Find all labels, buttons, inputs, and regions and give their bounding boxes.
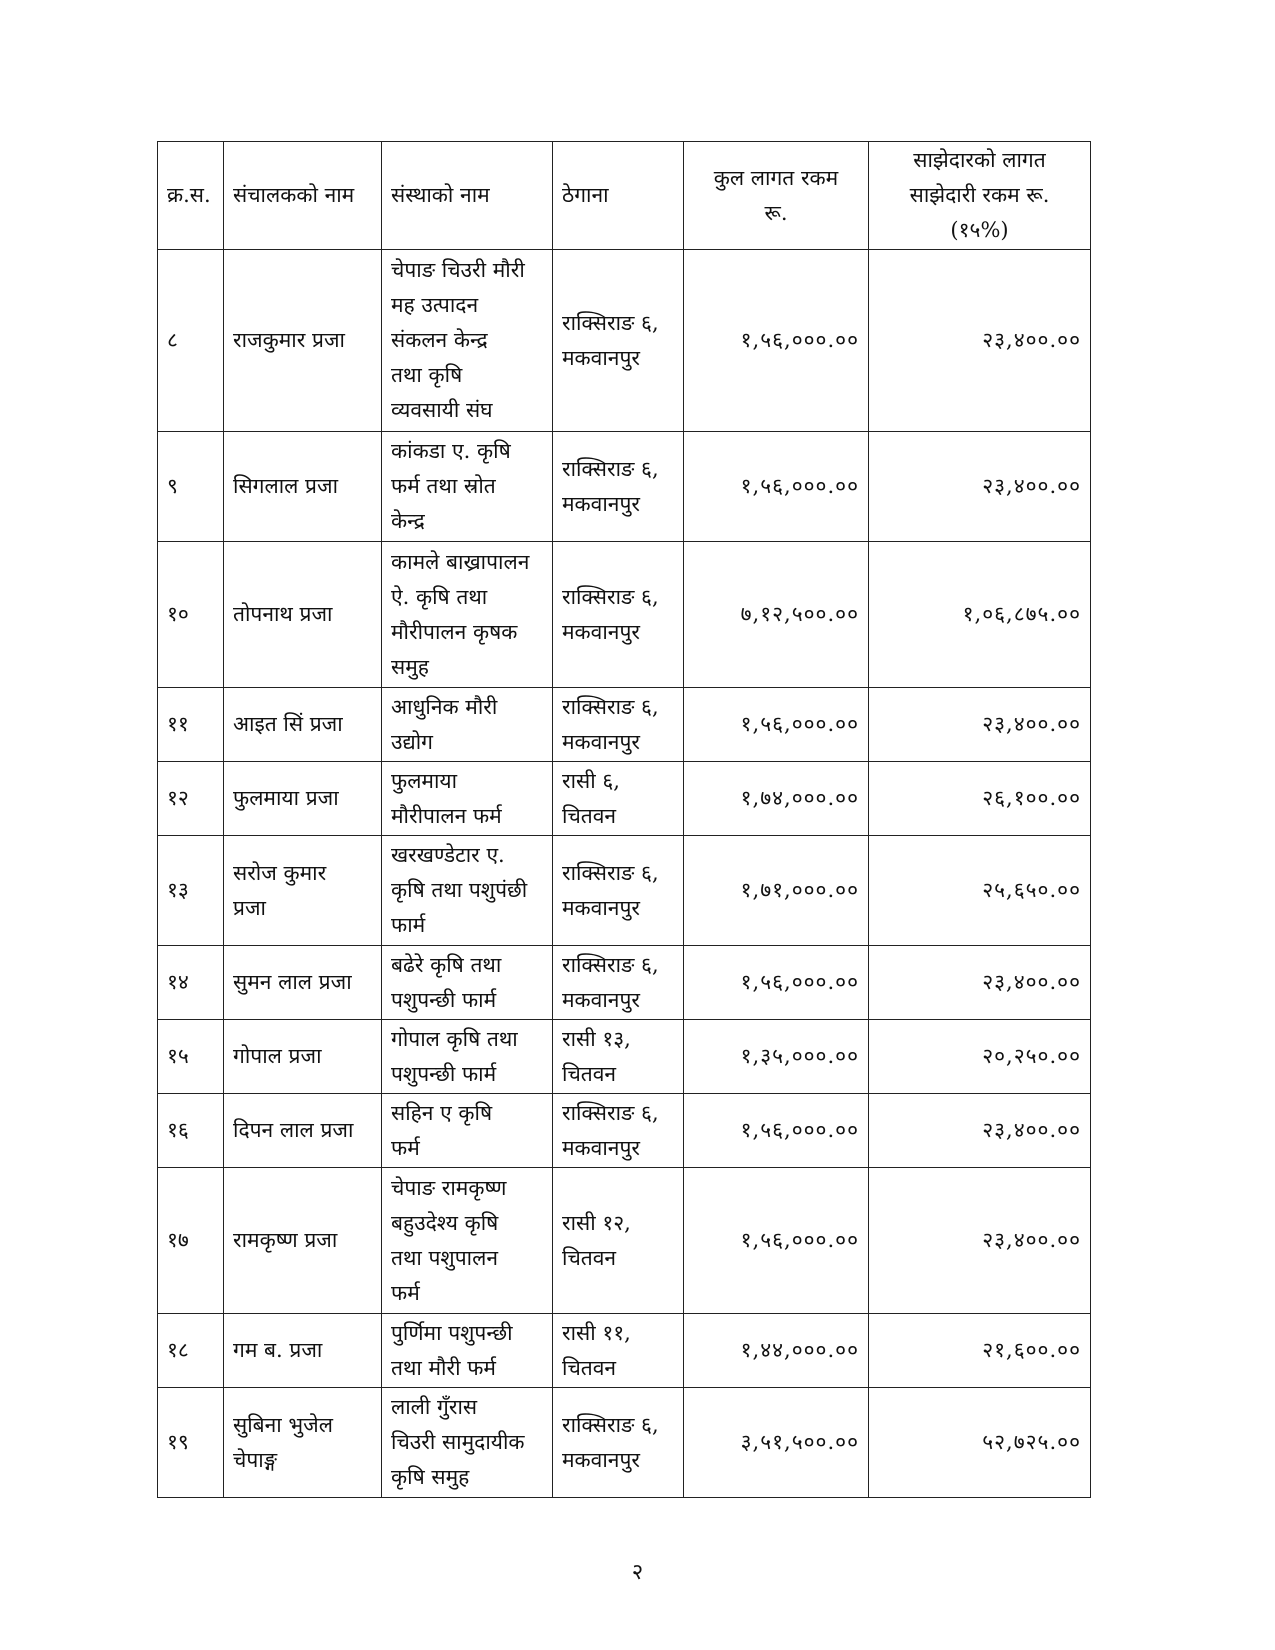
- cell-address-line: मकवानपुर: [562, 345, 640, 370]
- cell-organization-name-line: फार्म: [391, 913, 426, 937]
- cell-operator-name: [224, 432, 382, 542]
- partner-cost-table: [157, 141, 1091, 1498]
- cell-operator-name-line: चेपाङ्ग: [233, 1447, 277, 1472]
- cell-address-line: राक्सिराङ ६,: [562, 952, 659, 977]
- cell-serial-number: १५: [158, 1020, 224, 1094]
- cell-total-cost: १,५६,०००.००: [684, 1168, 869, 1314]
- cell-address-line: मकवानपुर: [562, 1135, 640, 1160]
- table-row: [158, 250, 1091, 432]
- cell-serial-number: ९: [158, 432, 224, 542]
- cell-address-line: चितवन: [562, 1355, 617, 1380]
- cell-address-line: राक्सिराङ ६,: [562, 694, 659, 719]
- table-row: [158, 432, 1091, 542]
- cell-organization-name: [382, 1314, 553, 1388]
- cell-organization-name-line: लाली गुँरास: [391, 1395, 478, 1419]
- cell-address: [553, 946, 684, 1020]
- cell-partner-share: २५,६५०.००: [869, 836, 1091, 946]
- cell-organization-name-line: व्यवसायी संघ: [391, 398, 493, 422]
- cell-address-line: राक्सिराङ ६,: [562, 310, 659, 335]
- cell-partner-share: २३,४००.००: [869, 1168, 1091, 1314]
- cell-organization-name-line: तथा कृषि: [391, 363, 463, 387]
- header-partner-share: [869, 142, 1091, 250]
- cell-serial-number: १३: [158, 836, 224, 946]
- cell-operator-name-line: तोपनाथ प्रजा: [233, 602, 333, 626]
- cell-operator-name: [224, 1314, 382, 1388]
- cell-total-cost: ७,१२,५००.००: [684, 542, 869, 688]
- cell-operator-name: [224, 762, 382, 836]
- cell-organization-name-line: कृषि तथा पशुपंछी: [391, 878, 528, 902]
- cell-total-cost: १,७१,०००.००: [684, 836, 869, 946]
- cell-address: [553, 1314, 684, 1388]
- cell-operator-name: [224, 1094, 382, 1168]
- cell-address: [553, 1020, 684, 1094]
- cell-operator-name-line: राजकुमार प्रजा: [233, 328, 345, 352]
- cell-partner-share: १,०६,८७५.००: [869, 542, 1091, 688]
- cell-organization-name-line: फर्म तथा स्रोत: [391, 474, 496, 498]
- cell-partner-share: २१,६००.००: [869, 1314, 1091, 1388]
- header-total-cost-line: कुल लागत रकम: [713, 165, 839, 190]
- cell-address-line: मकवानपुर: [562, 491, 640, 516]
- cell-organization-name: [382, 250, 553, 432]
- cell-organization-name-line: बढेरे कृषि तथा: [391, 952, 502, 977]
- cell-operator-name: [224, 946, 382, 1020]
- cell-serial-number: १९: [158, 1388, 224, 1498]
- cell-organization-name: [382, 432, 553, 542]
- cell-partner-share: २३,४००.००: [869, 250, 1091, 432]
- cell-operator-name: [224, 688, 382, 762]
- table-row: [158, 762, 1091, 836]
- cell-operator-name-line: सिगलाल प्रजा: [233, 474, 339, 498]
- cell-organization-name: [382, 1094, 553, 1168]
- cell-organization-name-line: मौरीपालन फर्म: [391, 803, 502, 828]
- cell-organization-name-line: केन्द्र: [391, 509, 425, 533]
- table-row: [158, 1020, 1091, 1094]
- cell-address-line: राक्सिराङ ६,: [562, 1100, 659, 1125]
- cell-partner-share: २०,२५०.००: [869, 1020, 1091, 1094]
- header-operator-name: संचालकको नाम: [224, 142, 382, 250]
- cell-organization-name-line: आधुनिक मौरी: [391, 694, 498, 719]
- cell-address-line: चितवन: [562, 803, 617, 828]
- cell-address-line: रासी ११,: [562, 1320, 631, 1345]
- cell-organization-name-line: उद्योग: [391, 729, 433, 754]
- cell-address-line: चितवन: [562, 1245, 617, 1270]
- cell-organization-name-line: सहिन ए कृषि: [391, 1100, 493, 1125]
- cell-operator-name: [224, 836, 382, 946]
- cell-address-line: राक्सिराङ ६,: [562, 584, 659, 609]
- cell-operator-name-line: प्रजा: [233, 895, 266, 920]
- cell-total-cost: ३,५१,५००.००: [684, 1388, 869, 1498]
- cell-organization-name-line: फर्म: [391, 1280, 420, 1305]
- table-row: [158, 1168, 1091, 1314]
- header-organization-name: संस्थाको नाम: [382, 142, 553, 250]
- cell-organization-name-line: फुलमाया: [391, 768, 458, 793]
- cell-total-cost: १,७४,०००.००: [684, 762, 869, 836]
- table-row: [158, 542, 1091, 688]
- cell-organization-name-line: गोपाल कृषि तथा: [391, 1026, 518, 1051]
- cell-partner-share: २३,४००.००: [869, 432, 1091, 542]
- header-partner-share-line: साझेदारको लागत: [913, 148, 1046, 172]
- cell-organization-name-line: मौरीपालन कृषक: [391, 619, 518, 644]
- cell-serial-number: १०: [158, 542, 224, 688]
- header-address: ठेगाना: [553, 142, 684, 250]
- cell-partner-share: २६,१००.००: [869, 762, 1091, 836]
- cell-organization-name-line: पशुपन्छी फार्म: [391, 1061, 497, 1086]
- table-body: [158, 250, 1091, 1498]
- cell-address-line: राक्सिराङ ६,: [562, 860, 659, 885]
- cell-organization-name-line: समुह: [391, 654, 429, 679]
- cell-organization-name-line: कांकडा ए. कृषि: [391, 439, 511, 463]
- cell-partner-share: २३,४००.००: [869, 946, 1091, 1020]
- cell-address: [553, 762, 684, 836]
- cell-partner-share: ५२,७२५.००: [869, 1388, 1091, 1498]
- cell-address: [553, 250, 684, 432]
- cell-operator-name-line: आइत सिं प्रजा: [233, 712, 343, 736]
- cell-organization-name: [382, 1020, 553, 1094]
- cell-organization-name-line: कामले बाख्रापालन: [391, 549, 530, 574]
- cell-address: [553, 1168, 684, 1314]
- cell-serial-number: १८: [158, 1314, 224, 1388]
- cell-address-line: रासी १२,: [562, 1210, 631, 1235]
- cell-address: [553, 1388, 684, 1498]
- cell-address-line: मकवानपुर: [562, 1447, 640, 1472]
- cell-address: [553, 542, 684, 688]
- cell-operator-name-line: दिपन लाल प्रजा: [233, 1118, 354, 1142]
- cell-address: [553, 1094, 684, 1168]
- cell-address-line: मकवानपुर: [562, 619, 640, 644]
- header-serial-number: क्र.स.: [158, 142, 224, 250]
- cell-total-cost: १,५६,०००.००: [684, 432, 869, 542]
- cell-organization-name-line: तथा मौरी फर्म: [391, 1355, 496, 1380]
- cell-total-cost: १,५६,०००.००: [684, 1094, 869, 1168]
- cell-organization-name-line: चिउरी सामुदायीक: [391, 1430, 525, 1454]
- cell-organization-name: [382, 542, 553, 688]
- cell-operator-name: [224, 542, 382, 688]
- header-partner-share-line: साझेदारी रकम रू.: [909, 183, 1050, 207]
- cell-operator-name: [224, 250, 382, 432]
- cell-serial-number: १७: [158, 1168, 224, 1314]
- cell-total-cost: १,५६,०००.००: [684, 688, 869, 762]
- cell-serial-number: १४: [158, 946, 224, 1020]
- cell-operator-name-line: सुबिना भुजेल: [233, 1412, 333, 1437]
- cell-total-cost: १,५६,०००.००: [684, 250, 869, 432]
- cell-operator-name-line: फुलमाया प्रजा: [233, 786, 339, 810]
- page-number: २: [631, 1560, 644, 1585]
- header-total-cost: [684, 142, 869, 250]
- cell-address: [553, 688, 684, 762]
- cell-organization-name-line: संकलन केन्द्र: [391, 328, 488, 352]
- cell-operator-name: [224, 1020, 382, 1094]
- cell-serial-number: १२: [158, 762, 224, 836]
- table-row: [158, 946, 1091, 1020]
- cell-organization-name-line: कृषि समुह: [391, 1465, 470, 1489]
- cell-address-line: मकवानपुर: [562, 987, 640, 1012]
- cell-address-line: मकवानपुर: [562, 729, 640, 754]
- cell-operator-name-line: सुमन लाल प्रजा: [233, 970, 352, 994]
- cell-address-line: रासी १३,: [562, 1026, 631, 1051]
- cell-organization-name-line: बहुउदेश्य कृषि: [391, 1210, 499, 1235]
- cell-operator-name-line: रामकृष्ण प्रजा: [233, 1228, 338, 1252]
- cell-operator-name-line: गोपाल प्रजा: [233, 1044, 322, 1068]
- cell-partner-share: २३,४००.००: [869, 688, 1091, 762]
- header-partner-share-line: (१५%): [950, 218, 1009, 242]
- table-row: [158, 1094, 1091, 1168]
- cell-address: [553, 432, 684, 542]
- cell-address-line: मकवानपुर: [562, 895, 640, 920]
- cell-partner-share: २३,४००.००: [869, 1094, 1091, 1168]
- cell-organization-name-line: पुर्णिमा पशुपन्छी: [391, 1320, 513, 1345]
- cell-total-cost: १,३५,०००.००: [684, 1020, 869, 1094]
- cell-operator-name-line: सरोज कुमार: [233, 860, 327, 885]
- cell-organization-name: [382, 946, 553, 1020]
- cell-total-cost: १,५६,०००.००: [684, 946, 869, 1020]
- cell-organization-name-line: तथा पशुपालन: [391, 1245, 498, 1270]
- cell-operator-name-line: गम ब. प्रजा: [233, 1338, 323, 1362]
- cell-organization-name-line: ऐ. कृषि तथा: [391, 584, 488, 609]
- table-header-row: [158, 142, 1091, 250]
- cell-organization-name: [382, 1168, 553, 1314]
- header-total-cost-line: रू.: [764, 200, 788, 225]
- cell-operator-name: [224, 1168, 382, 1314]
- cell-address: [553, 836, 684, 946]
- cell-organization-name: [382, 1388, 553, 1498]
- cell-organization-name-line: मह उत्पादन: [391, 293, 479, 317]
- cell-serial-number: १६: [158, 1094, 224, 1168]
- cell-organization-name-line: चेपाङ रामकृष्ण: [391, 1175, 507, 1200]
- table-row: [158, 688, 1091, 762]
- cell-total-cost: १,४४,०००.००: [684, 1314, 869, 1388]
- cell-organization-name-line: फर्म: [391, 1135, 420, 1160]
- cell-address-line: राक्सिराङ ६,: [562, 1412, 659, 1437]
- cell-organization-name: [382, 836, 553, 946]
- cell-organization-name-line: पशुपन्छी फार्म: [391, 987, 497, 1012]
- cell-serial-number: ११: [158, 688, 224, 762]
- cell-organization-name: [382, 688, 553, 762]
- cell-organization-name: [382, 762, 553, 836]
- cell-operator-name: [224, 1388, 382, 1498]
- cell-address-line: राक्सिराङ ६,: [562, 456, 659, 481]
- cell-address-line: चितवन: [562, 1061, 617, 1086]
- cell-serial-number: ८: [158, 250, 224, 432]
- table-row: [158, 836, 1091, 946]
- table-row: [158, 1388, 1091, 1498]
- table-row: [158, 1314, 1091, 1388]
- cell-organization-name-line: खरखण्डेटार ए.: [391, 843, 505, 867]
- cell-address-line: रासी ६,: [562, 768, 620, 793]
- cell-organization-name-line: चेपाङ चिउरी मौरी: [391, 258, 525, 282]
